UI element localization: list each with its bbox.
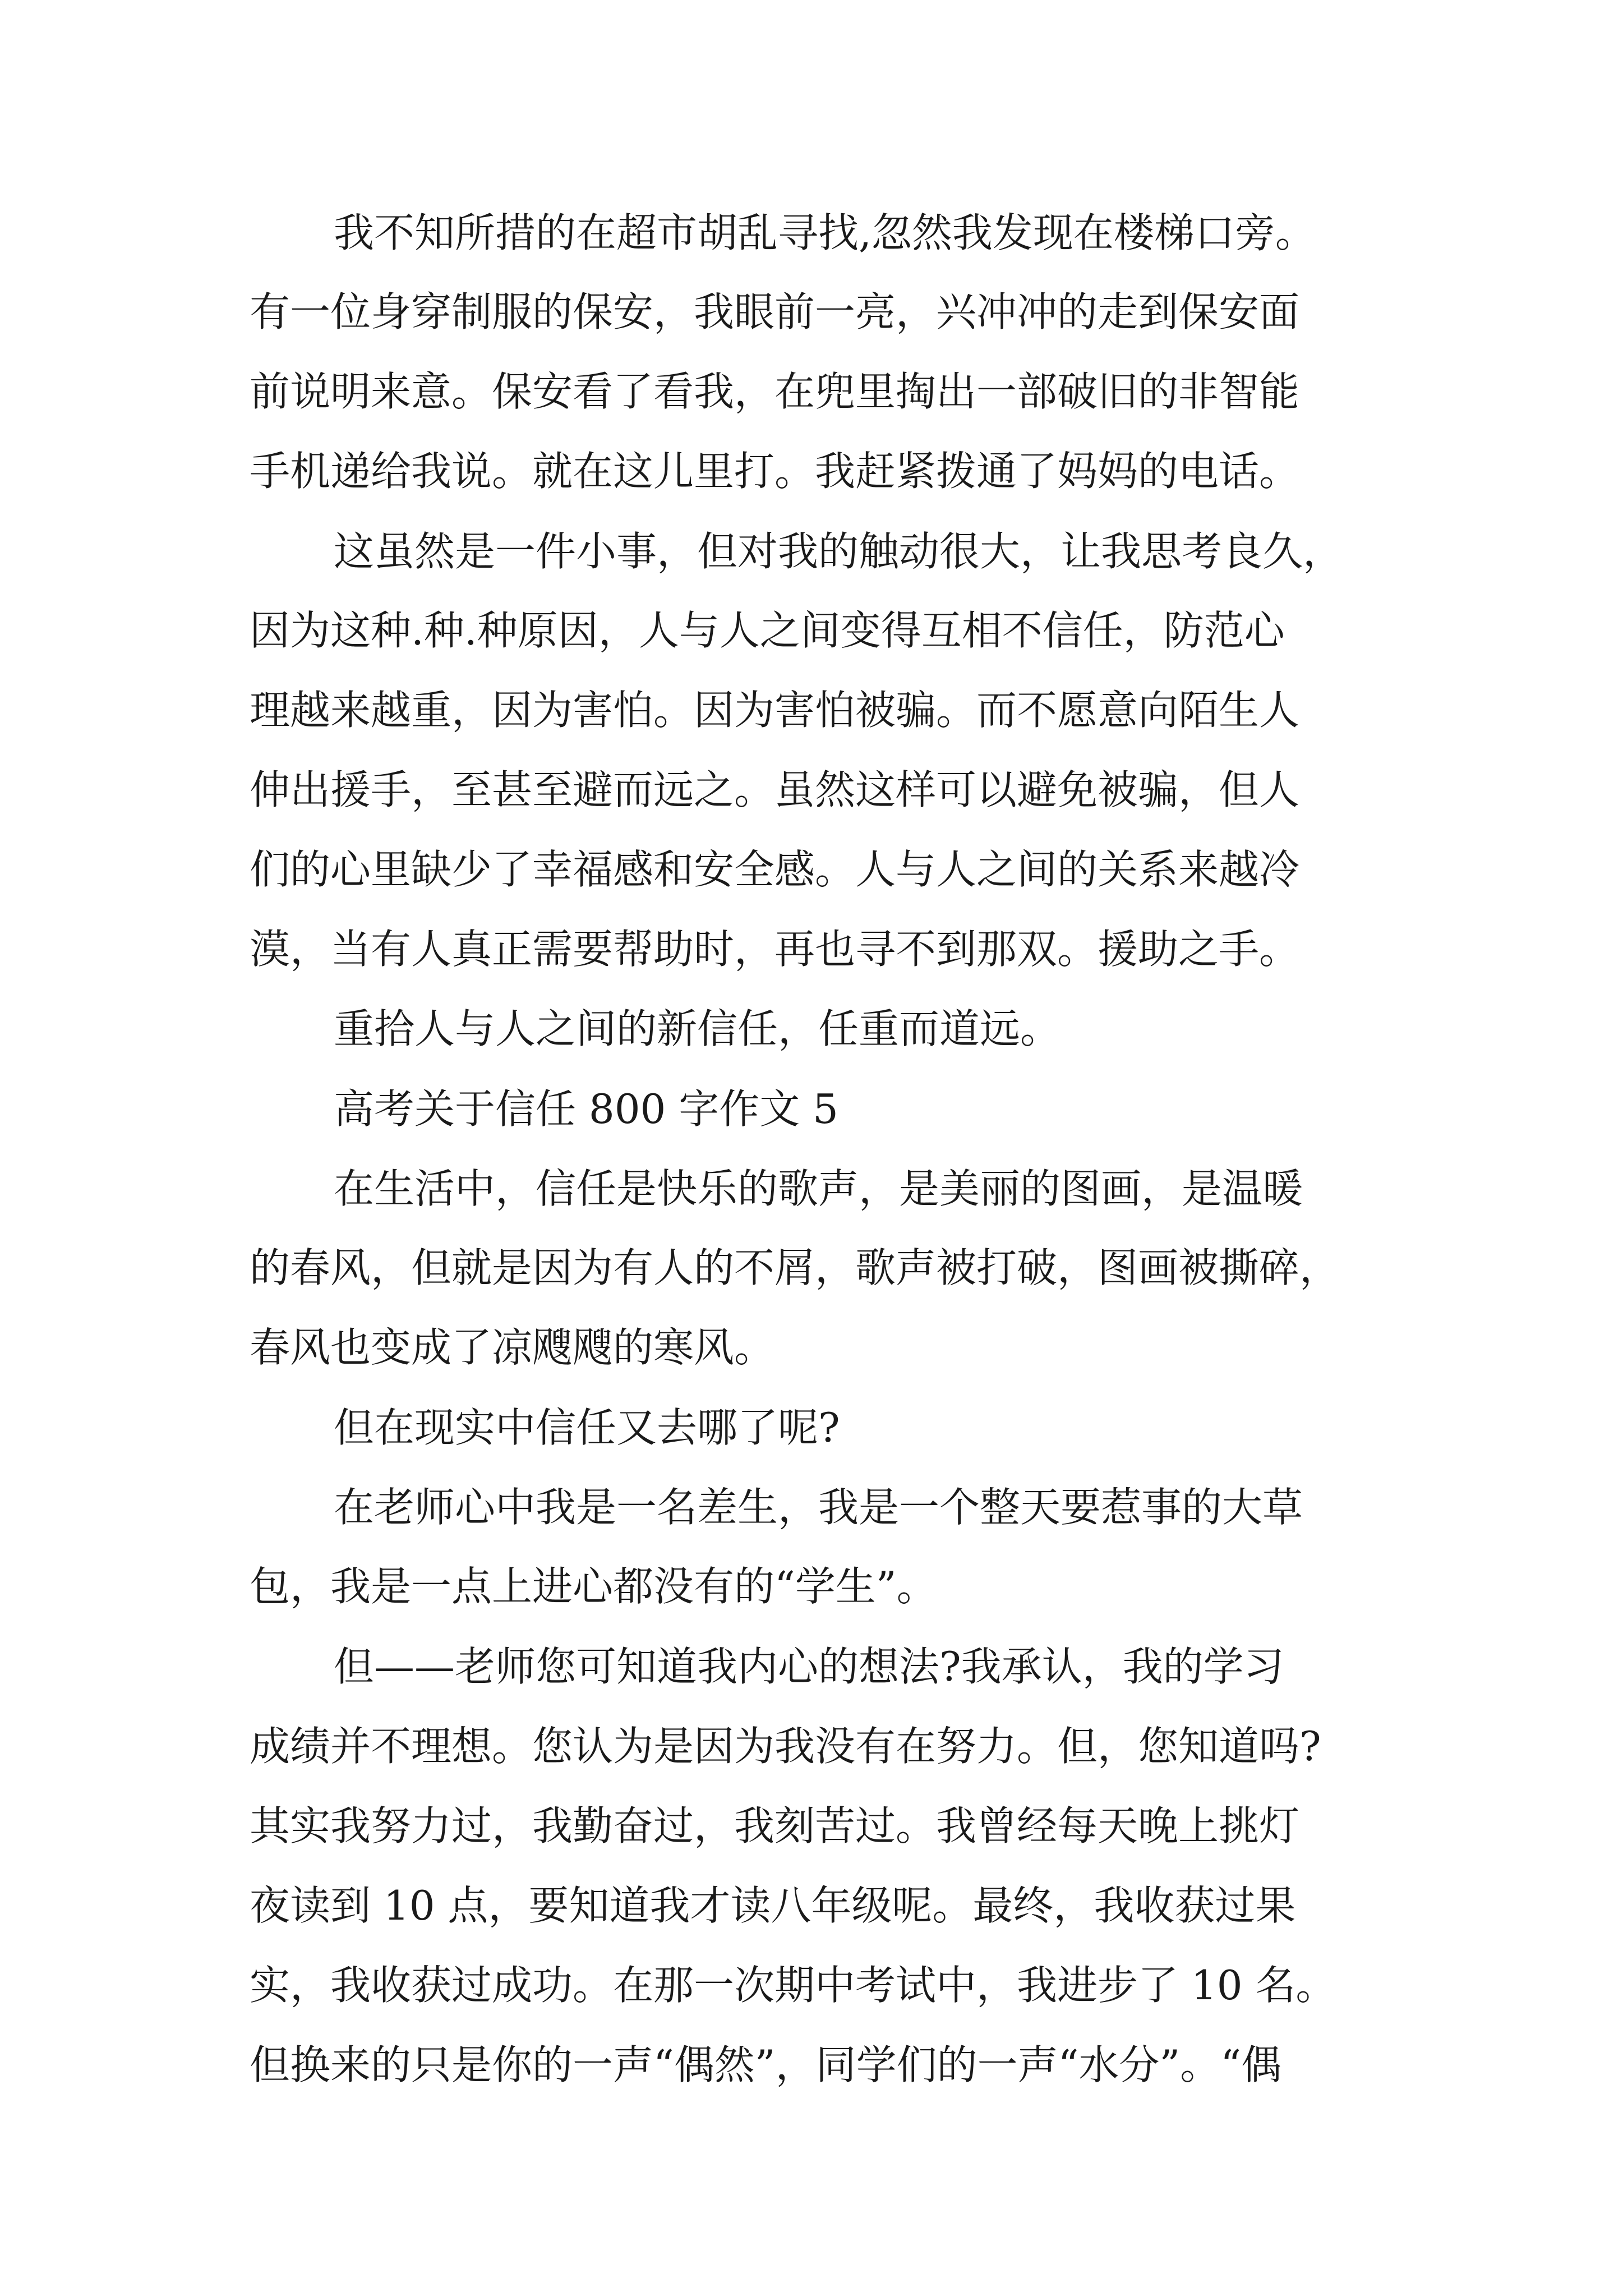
text-line: 春风也变成了凉飕飕的寒风。 [250,1324,775,1371]
text-line: 实，我收获过成功。在那一次期中考试中，我进步了 10 名。 [250,1962,1336,2009]
text-line: 重拾人与人之间的新信任，任重而道远。 [334,1005,1061,1052]
text-line: 在老师心中我是一名差生，我是一个整天要惹事的大草 [334,1484,1303,1531]
text-line: 们的心里缺少了幸福感和安全感。人与人之间的关系来越冷 [250,846,1300,893]
text-line: 手机递给我说。就在这儿里打。我赶紧拨通了妈妈的电话。 [250,448,1300,495]
text-line: 但换来的只是你的一声“偶然”，同学们的一声“水分”。“偶 [250,2041,1282,2088]
text-line: 夜读到 10 点，要知道我才读八年级呢。最终，我收获过果 [250,1882,1296,1929]
text-line: 包，我是一点上进心都没有的“学生”。 [250,1563,937,1610]
text-line: 的春风，但就是因为有人的不屑，歌声被打破，图画被撕碎， [250,1244,1340,1291]
text-line: 前说明来意。保安看了看我，在兜里掏出一部破旧的非智能 [250,368,1300,415]
text-line: 但在现实中信任又去哪了呢? [334,1404,840,1451]
text-line: 理越来越重，因为害怕。因为害怕被骗。而不愿意向陌生人 [250,687,1300,734]
text-line: 但——老师您可知道我内心的想法?我承认，我的学习 [334,1643,1284,1690]
text-line: 我不知所措的在超市胡乱寻找,忽然我发现在楼梯口旁。 [334,209,1316,256]
text-line: 在生活中，信任是快乐的歌声，是美丽的图画，是温暖 [334,1165,1303,1212]
text-line: 漠，当有人真正需要帮助时，再也寻不到那双。援助之手。 [250,926,1300,973]
text-line: 其实我努力过，我勤奋过，我刻苦过。我曾经每天晚上挑灯 [250,1802,1300,1849]
text-line: 成绩并不理想。您认为是因为我没有在努力。但，您知道吗? [250,1723,1321,1770]
text-line: 伸出援手，至甚至避而远之。虽然这样可以避免被骗，但人 [250,766,1300,813]
section-heading: 高考关于信任 800 字作文 5 [334,1085,838,1133]
text-line: 这虽然是一件小事，但对我的触动很大，让我思考良久， [334,528,1344,575]
text-line: 有一位身穿制服的保安，我眼前一亮，兴冲冲的走到保安面 [250,288,1300,335]
text-line: 因为这种.种.种原因，人与人之间变得互相不信任，防范心 [250,607,1285,654]
